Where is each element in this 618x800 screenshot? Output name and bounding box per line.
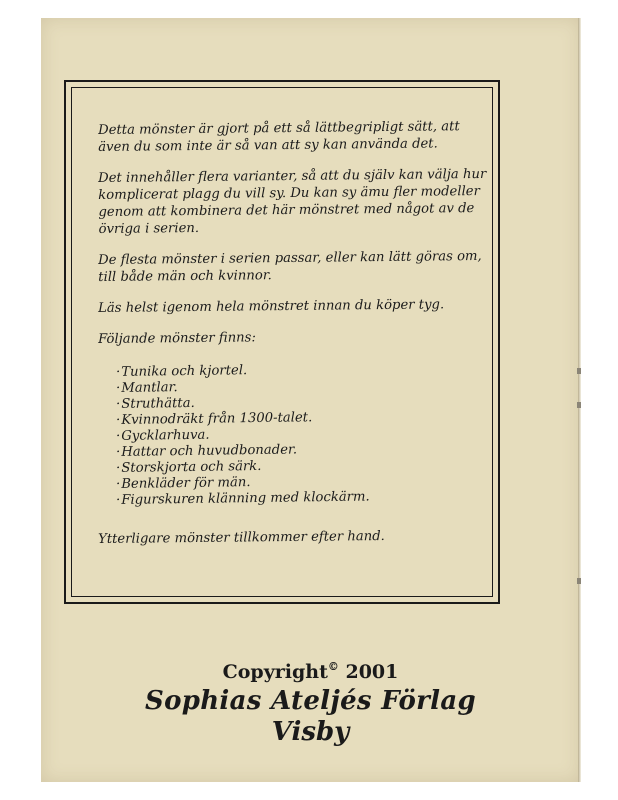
publisher-name: Sophias Ateljés Förlag bbox=[145, 686, 476, 716]
list-item: · Struthätta. bbox=[116, 392, 488, 413]
intro-paragraph-1: Detta mönster är gjort på ett så lättbegripligt sätt, att även du som inte är så van att sy kan använda det. bbox=[98, 119, 460, 155]
list-item: · Benkläder för män. bbox=[116, 472, 488, 493]
intro-paragraph-2: Det innehåller flera varianter, så att du själv kan välja hur komplicerat plagg du vill sy. Du kan sy ämu fler modeller genom att kombinera det här mönstret med något av de övriga i serien. bbox=[98, 166, 487, 237]
intro-paragraph-3: De flesta mönster i serien passar, eller kan lätt göras om, till både män och kvinnor. bbox=[98, 248, 482, 285]
pattern-list bbox=[116, 365, 488, 509]
list-item: · Figurskuren klänning med klockärm. bbox=[116, 488, 488, 509]
list-item: · Hattar och huvudbonader. bbox=[116, 440, 488, 461]
staple-mark bbox=[577, 402, 581, 408]
copyright-symbol: © bbox=[327, 660, 339, 673]
list-item: · Tunika och kjortel. bbox=[116, 360, 488, 381]
list-item: · Gycklarhuva. bbox=[116, 424, 488, 445]
publisher-footer bbox=[41, 654, 580, 747]
list-item: · Kvinnodräkt från 1300-talet. bbox=[116, 408, 488, 429]
closing-note: Ytterligare mönster tillkommer efter hand. bbox=[98, 528, 385, 547]
staple-mark bbox=[577, 368, 581, 374]
list-item: · Storskjorta och särk. bbox=[116, 456, 488, 477]
pattern-list-heading: Följande mönster finns: bbox=[98, 330, 256, 347]
publisher-city: Visby bbox=[271, 717, 350, 747]
copyright-word: Copyright bbox=[222, 661, 328, 683]
intro-paragraph-4: Läs helst igenom hela mönstret innan du köper tyg. bbox=[98, 297, 445, 316]
handwritten-text-block bbox=[98, 119, 488, 562]
list-item: · Mantlar. bbox=[116, 376, 488, 397]
staple-mark bbox=[577, 578, 581, 584]
copyright-line bbox=[41, 654, 580, 685]
copyright-year: 2001 bbox=[345, 661, 399, 683]
